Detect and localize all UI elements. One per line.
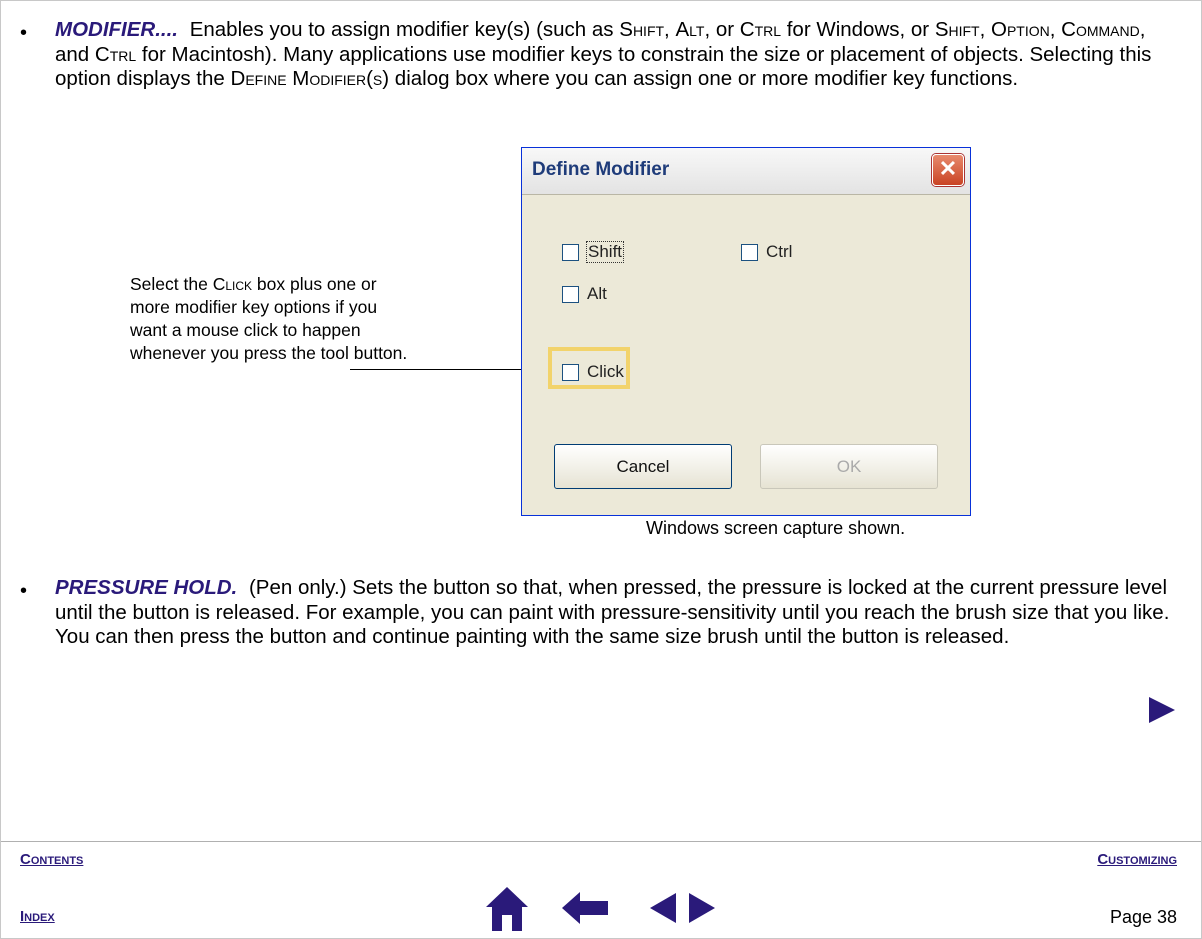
text: dialog box where you can assign one or more modifier key functions. bbox=[389, 67, 1019, 90]
back-arrow-icon[interactable] bbox=[560, 890, 610, 926]
next-page-icon[interactable] bbox=[687, 891, 717, 925]
checkbox-box[interactable] bbox=[562, 286, 579, 303]
text: Select the bbox=[130, 274, 213, 294]
page-number: Page 38 bbox=[1109, 907, 1177, 927]
text: for Windows, or bbox=[781, 18, 935, 41]
screenshot-caption: Windows screen capture shown. bbox=[646, 518, 906, 538]
checkbox-box[interactable] bbox=[562, 364, 579, 381]
close-icon[interactable]: ✕ bbox=[932, 154, 964, 186]
alt-checkbox[interactable] bbox=[562, 284, 607, 304]
dialog-name: Define Modifier(s) bbox=[230, 67, 390, 90]
text: Enables you to assign modifier key(s) (such as bbox=[189, 18, 620, 41]
checkbox-box[interactable] bbox=[562, 244, 579, 261]
dialog-title: Define Modifier bbox=[532, 159, 670, 180]
text: for Macintosh). Many applications use modifier keys to constrain the size or placement of objects. Selecting this option displays the bbox=[55, 42, 1152, 90]
ctrl-checkbox[interactable] bbox=[741, 242, 792, 262]
shift-checkbox[interactable] bbox=[562, 242, 623, 262]
text: , and bbox=[55, 18, 1146, 66]
footer-divider bbox=[1, 841, 1201, 842]
home-icon[interactable] bbox=[484, 885, 530, 933]
cancel-button[interactable]: Cancel bbox=[554, 444, 732, 489]
pressure-hold-term: PRESSURE HOLD. bbox=[55, 576, 238, 599]
checkbox-label: Shift bbox=[588, 242, 623, 261]
text: box plus one or more modifier key options if you want a mouse click to happen whenever you press the tool button. bbox=[130, 274, 408, 363]
checkbox-box[interactable] bbox=[741, 244, 758, 261]
text: , bbox=[979, 18, 992, 41]
text: (Pen only.) Sets the button so that, when pressed, the pressure is locked at the current pressure level until the button is released. For example, you can paint with pressure-sensitivity until you reach the brush size that you like. You can then press the button and continue painting with the same size brush until the button is released. bbox=[55, 576, 1170, 648]
ok-button[interactable]: OK bbox=[760, 444, 938, 489]
key-name: Option bbox=[991, 18, 1050, 41]
checkbox-label: Click bbox=[587, 362, 624, 381]
click-callout bbox=[130, 273, 410, 365]
define-modifier-dialog bbox=[521, 147, 971, 516]
key-name: Shift bbox=[619, 18, 665, 41]
dialog-titlebar bbox=[522, 148, 970, 195]
text: , or bbox=[704, 18, 740, 41]
key-name: Click bbox=[212, 274, 253, 294]
prev-page-icon[interactable] bbox=[648, 891, 678, 925]
customizing-link[interactable]: Customizing bbox=[1097, 851, 1177, 868]
modifier-term: MODIFIER.... bbox=[55, 18, 178, 41]
key-name: Alt bbox=[675, 18, 705, 41]
next-page-arrow-icon[interactable] bbox=[1147, 695, 1177, 725]
checkbox-label: Ctrl bbox=[766, 242, 793, 261]
checkbox-label: Alt bbox=[587, 284, 607, 303]
text: , bbox=[1049, 18, 1062, 41]
bullet: • bbox=[20, 580, 28, 602]
modifier-paragraph bbox=[55, 18, 1180, 92]
pressure-hold-paragraph bbox=[55, 576, 1180, 650]
key-name: Ctrl bbox=[739, 18, 782, 41]
index-link[interactable]: Index bbox=[20, 908, 55, 925]
key-name: Shift bbox=[934, 18, 980, 41]
callout-leader-line bbox=[350, 369, 550, 370]
click-checkbox[interactable] bbox=[562, 362, 624, 382]
contents-link[interactable]: Contents bbox=[20, 851, 84, 868]
text: , bbox=[664, 18, 676, 41]
key-name: Command bbox=[1061, 18, 1140, 41]
key-name: Ctrl bbox=[94, 42, 137, 66]
bullet: • bbox=[20, 22, 28, 44]
